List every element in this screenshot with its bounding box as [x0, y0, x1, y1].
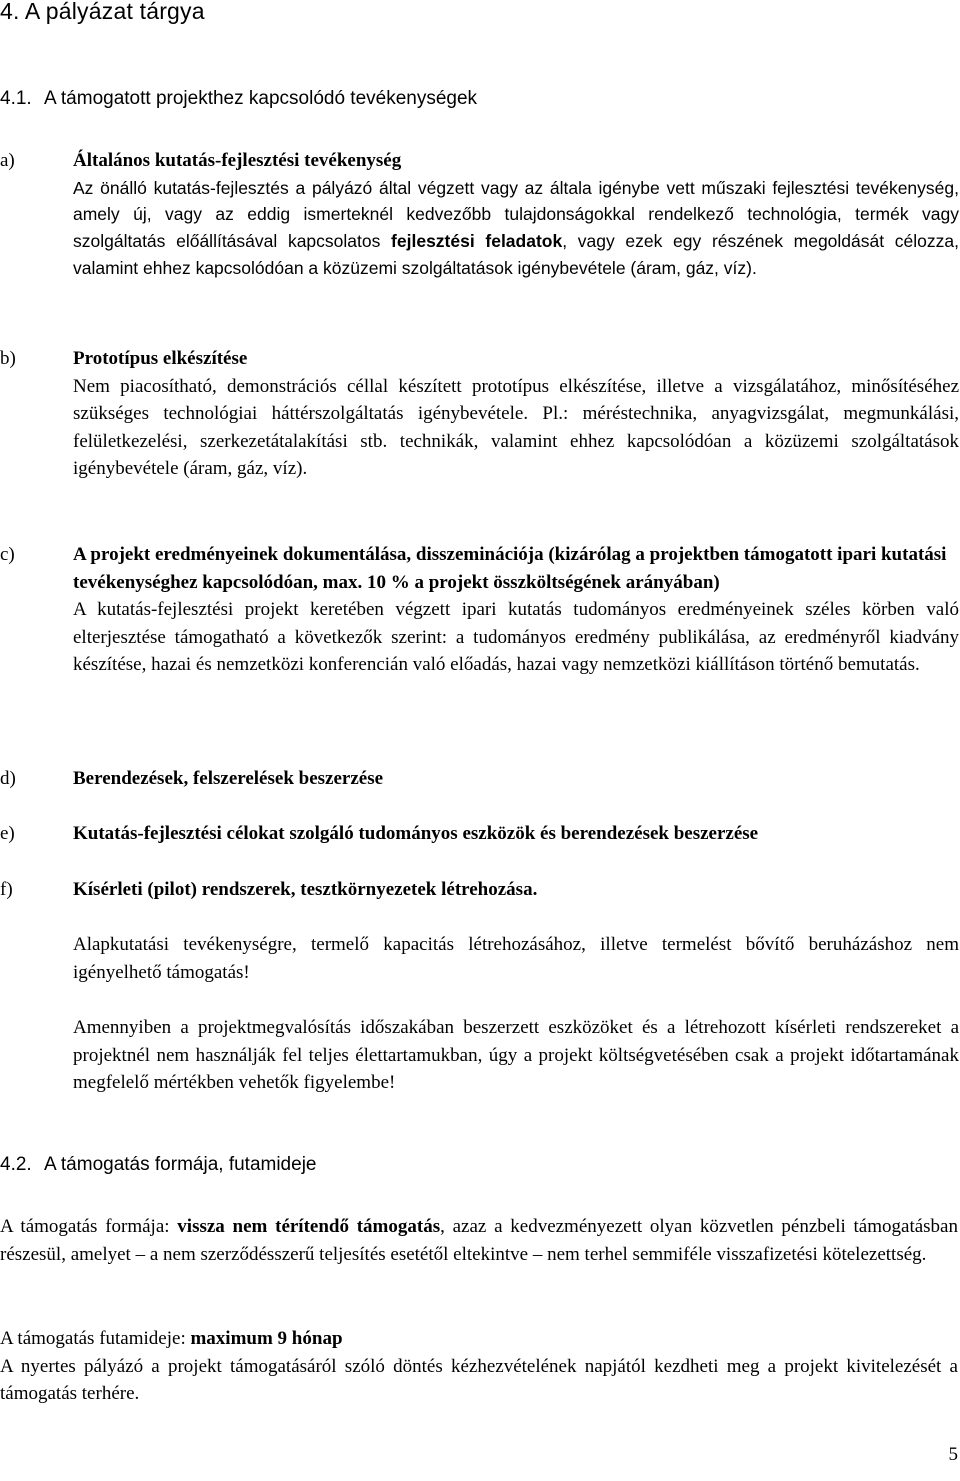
body-bold-text: maximum 9 hónap [190, 1328, 343, 1349]
item-title: Berendezések, felszerelések beszerzése [73, 768, 384, 789]
section-title: 4. A pályázat tárgya [0, 0, 205, 24]
item-d [0, 765, 960, 793]
item-title: Kutatás-fejlesztési célokat szolgáló tudományos eszközök és berendezések beszerzése [73, 823, 759, 844]
item-label: f) [0, 879, 13, 900]
subsection-number: 4.2. [0, 1154, 32, 1175]
item-b [0, 345, 960, 483]
body-text: A támogatás formája: [0, 1216, 178, 1237]
item-e [0, 820, 960, 848]
subsection-4-2-heading [0, 1154, 316, 1176]
support-form-paragraph [0, 1213, 958, 1268]
body-text: , azaz a kedvezményezett olyan közvetlen pénzbeli támogatásban részesül, amelyet – a nem szerződésszerű teljesítés esetétől eltekintve – nem terhel semmiféle visszafizetési kötelezettség. [0, 1216, 958, 1265]
duration-line [0, 1325, 958, 1353]
item-label: e) [0, 823, 15, 844]
note-paragraph: Alapkutatási tevékenységre, termelő kapacitás létrehozásához, illetve termelést bővítő beruházáshoz nem igényelhető támogatás! [73, 934, 959, 983]
item-label: c) [0, 544, 15, 565]
item-body [73, 175, 959, 282]
item-label: a) [0, 150, 15, 171]
body-text: , vagy ezek egy részének megoldását célozza, valamint ehhez kapcsolódóan a közüzemi szolgáltatások igénybevétele (áram, gáz, víz). [73, 231, 959, 278]
item-title: Prototípus elkészítése [73, 348, 248, 369]
item-title: A projekt eredményeinek dokumentálása, disszeminációja (kizárólag a projektben támogatott ipari kutatási tevékenységhez kapcsolódóan, max. 10 % a projekt összköltségének arányában) [73, 544, 947, 593]
item-label: b) [0, 348, 16, 369]
item-label: d) [0, 768, 16, 789]
item-title: Kísérleti (pilot) rendszerek, tesztkörnyezetek létrehozása. [73, 879, 538, 900]
body-bold-text: fejlesztési feladatok [391, 231, 563, 252]
duration-paragraph [0, 1325, 958, 1408]
item-body: Nem piacosítható, demonstrációs céllal készített prototípus elkészítése, illetve a vizsgálatához, minősítéséhez szükséges technológiai háttérszolgáltatás igénybevétele. Pl.: méréstechnika, anyagvizsgálat, megmunkálási, felületkezelési, szerkezetátalakítási stb. technikák, valamint ehhez kapcsolódóan a közüzemi szolgáltatások igénybevétele (áram, gáz, víz). [73, 375, 959, 479]
subsection-title: A támogatott projekthez kapcsolódó tevékenységek [44, 88, 478, 109]
note-paragraph: Amennyiben a projektmegvalósítás időszakában beszerzett eszközöket és a létrehozott kísérleti rendszereket a projektnél nem használják fel teljes élettartamukban, úgy a projekt költségvetésében csak a projekt időtartamának megfelelő mértékben vehetők figyelembe! [73, 1017, 959, 1093]
item-title: Általános kutatás-fejlesztési tevékenység [73, 150, 402, 171]
duration-description: A nyertes pályázó a projekt támogatásáról szóló döntés kézhezvételének napjától kezdheti meg a projekt kivitelezését a támogatás terhére. [0, 1355, 958, 1404]
item-body: A kutatás-fejlesztési projekt keretében végzett ipari kutatás tudományos eredményeinek széles körben való elterjesztése támogatható a következők szerint: a tudományos eredmény publikálása, az eredményről kiadvány készítése, hazai és nemzetközi konferencián való előadás, hazai vagy nemzetközi kiállításon történő bemutatás. [73, 599, 959, 675]
item-c [0, 541, 960, 679]
item-a [0, 147, 960, 282]
subsection-title: A támogatás formája, futamideje [44, 1154, 317, 1175]
body-bold-text: vissza nem térítendő támogatás [177, 1216, 441, 1237]
subsection-4-1-heading [0, 88, 477, 110]
item-f [0, 876, 960, 904]
body-text: A támogatás futamideje: [0, 1328, 191, 1349]
page-number: 5 [948, 1444, 958, 1465]
body-text: Az önálló kutatás-fejlesztés a pályázó által végzett vagy az általa igénybe vett műszaki fejlesztési tevékenység, amely új, vagy az eddig ismerteknél kedvezőbb tulajdonságokkal rendelkező technológia, termék vagy szolgáltatás előállításával kapcsolatos [73, 177, 959, 252]
subsection-number: 4.1. [0, 88, 32, 109]
